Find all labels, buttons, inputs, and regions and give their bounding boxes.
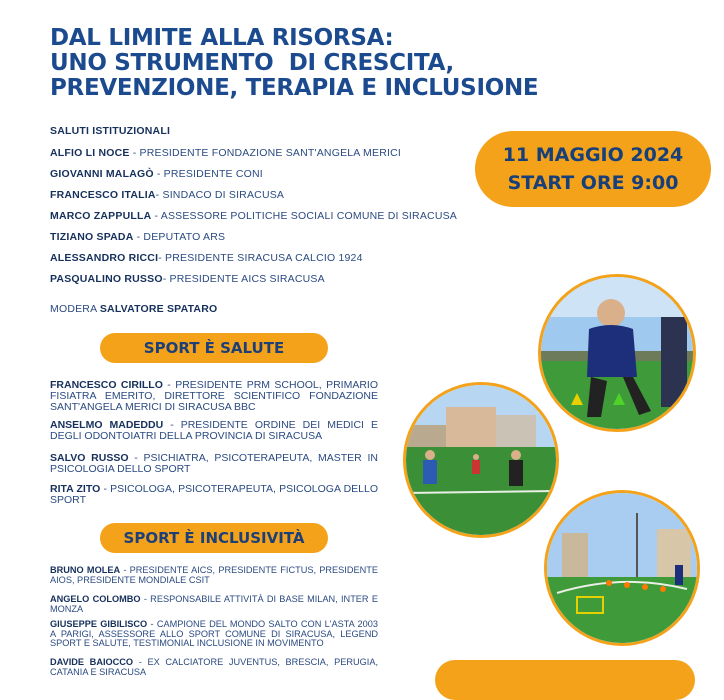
saluti-item: GIOVANNI MALAGÒ - PRESIDENTE CONI xyxy=(50,168,263,180)
speaker-item: BRUNO MOLEA - PRESIDENTE AICS, PRESIDENTE FICTUS, PRESIDENTE AIOS, PRESIDENTE MONDIALE CSIT xyxy=(50,565,378,585)
saluti-item: ALESSANDRO RICCI- PRESIDENTE SIRACUSA CALCIO 1924 xyxy=(50,252,363,264)
bottom-banner xyxy=(435,660,695,700)
saluti-item: TIZIANO SPADA - DEPUTATO ARS xyxy=(50,231,226,243)
title-line-1: DAL LIMITE ALLA RISORSA: xyxy=(50,25,394,51)
event-date: 11 MAGGIO 2024 xyxy=(502,144,684,166)
saluti-heading: SALUTI ISTITUZIONALI xyxy=(50,125,171,137)
photo-field-activity xyxy=(403,382,559,538)
moderator-line: MODERA SALVATORE SPATARO xyxy=(50,303,218,315)
saluti-item: PASQUALINO RUSSO- PRESIDENTE AICS SIRACUSA xyxy=(50,273,325,285)
title-line-3: PREVENZIONE, TERAPIA E INCLUSIONE xyxy=(50,75,539,101)
event-date-badge xyxy=(475,131,711,207)
sport-inclusivita-banner: SPORT È INCLUSIVITÀ xyxy=(100,523,328,553)
title-line-2: UNO STRUMENTO DI CRESCITA, xyxy=(50,50,454,76)
event-start-time: START ORE 9:00 xyxy=(507,172,679,194)
sport-salute-banner: SPORT È SALUTE xyxy=(100,333,328,363)
speaker-item: RITA ZITO - PSICOLOGA, PSICOTERAPEUTA, PSICOLOGA DELLO SPORT xyxy=(50,483,378,506)
saluti-item: ALFIO LI NOCE - PRESIDENTE FONDAZIONE SANT'ANGELA MERICI xyxy=(50,147,402,159)
photo-player-running xyxy=(538,274,696,432)
speaker-item: ANGELO COLOMBO - RESPONSABILE ATTIVITÀ DI BASE MILAN, INTER E MONZA xyxy=(50,594,378,614)
speaker-item: ANSELMO MADEDDU - PRESIDENTE ORDINE DEI MEDICI E DEGLI ODONTOIATRI DELLA PROVINCIA DI SIRACUSA xyxy=(50,419,378,442)
speaker-item: GIUSEPPE GIBILISCO - CAMPIONE DEL MONDO SALTO CON L'ASTA 2003 A PARIGI, ASSESSORE ALLO SPORT COMUNE DI SIRACUSA, LEGEND SPORT E SALUTE, TESTIMONIAL INCLUSIONE IN MOVIMENTO xyxy=(50,619,378,649)
page-title xyxy=(50,26,538,101)
photo-training-field xyxy=(544,490,700,646)
speaker-item: FRANCESCO CIRILLO - PRESIDENTE PRM SCHOOL, PRIMARIO FISIATRA EMERITO, DIRETTORE SCIENTIFICO FONDAZIONE SANT'ANGELA MERICI DI SIRACUSA BBC xyxy=(50,379,378,413)
speaker-item: DAVIDE BAIOCCO - EX CALCIATORE JUVENTUS, BRESCIA, PERUGIA, CATANIA E SIRACUSA xyxy=(50,657,378,677)
saluti-item: MARCO ZAPPULLA - ASSESSORE POLITICHE SOCIALI COMUNE DI SIRACUSA xyxy=(50,210,458,222)
speaker-item: SALVO RUSSO - PSICHIATRA, PSICOTERAPEUTA, MASTER IN PSICOLOGIA DELLO SPORT xyxy=(50,452,378,475)
saluti-item: FRANCESCO ITALIA- SINDACO DI SIRACUSA xyxy=(50,189,285,201)
